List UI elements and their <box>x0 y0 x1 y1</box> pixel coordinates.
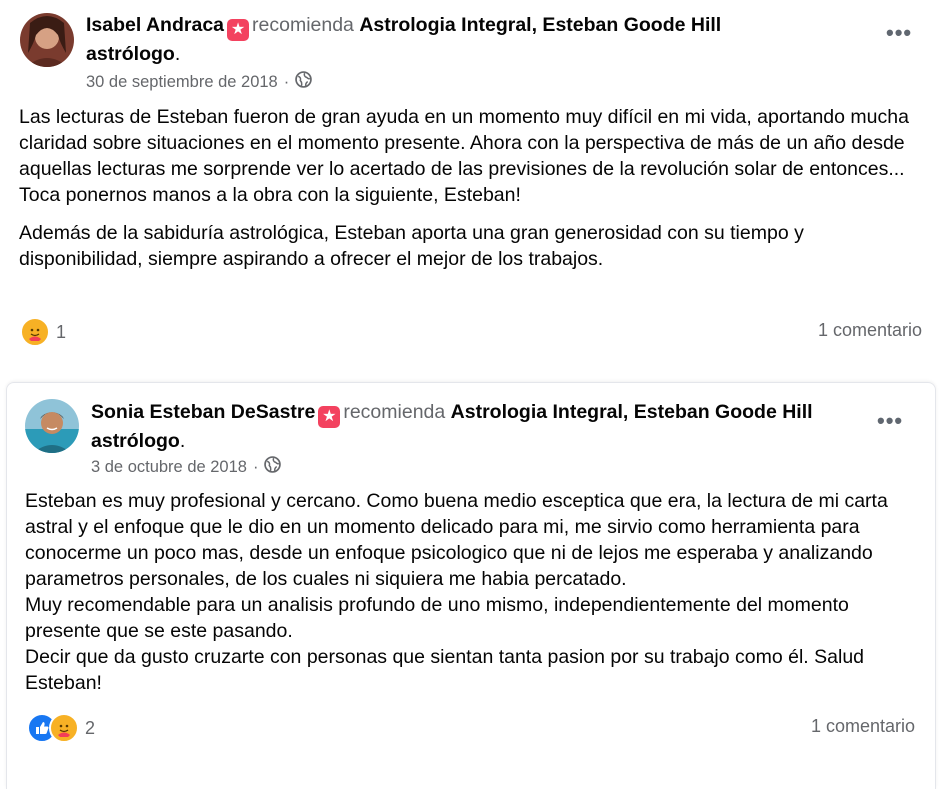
reaction-count: 1 <box>56 321 67 342</box>
globe-icon <box>264 456 281 478</box>
post-meta: 30 de septiembre de 2018 · <box>86 71 312 93</box>
reactions-summary[interactable] <box>27 713 95 743</box>
post-paragraph: Además de la sabiduría astrológica, Esteban aporta una gran generosidad con su tiempo y disponibilidad, siempre aspirando a ofrecer el mejor de los trabajos. <box>19 222 804 270</box>
care-reaction-icon <box>20 317 50 347</box>
post-divider <box>0 372 940 382</box>
post-header: Sonia Esteban DeSastre ★ recomienda Astrologia Integral, Esteban Goode Hill astrólogo. <box>91 401 813 452</box>
reactions-summary[interactable] <box>20 317 66 347</box>
post-date[interactable]: 30 de septiembre de 2018 <box>86 72 278 91</box>
care-reaction-icon <box>49 713 79 743</box>
comments-count[interactable]: 1 comentario <box>817 320 922 340</box>
recommend-star-icon: ★ <box>227 19 249 41</box>
reaction-count: 2 <box>85 717 96 738</box>
more-options-icon[interactable]: ••• <box>877 408 904 433</box>
author-avatar[interactable] <box>20 13 74 67</box>
author-avatar[interactable] <box>25 399 79 453</box>
post-paragraph: Esteban es muy profesional y cercano. Como buena medio esceptica que era, la lectura de mi carta astral y el enfoque que le dio en un momento delicado para mi, me sirvio como herramienta para conocerme un poco mas, desde un enfoque psicologico que ni de lejos me esperaba y analizando parametros personales, de los cuales ni siquiera me habia percatado. Muy recomendable para un analisis profundo de uno mismo, independientemente del momento presente que se este pasando. Decir que da gusto cruzarte con personas que sientan tanta pasion por su trabajo como él. Salud Esteban! <box>25 490 888 694</box>
author-name[interactable]: Sonia Esteban DeSastre <box>91 401 316 423</box>
recommend-verb: recomienda <box>343 401 446 423</box>
post-header: Isabel Andraca ★ recomienda Astrologia Integral, Esteban Goode Hill astrólogo. <box>86 14 722 65</box>
post-meta: 3 de octubre de 2018 · <box>91 456 281 478</box>
post-paragraph: Las lecturas de Esteban fueron de gran ayuda en un momento muy difícil en mi vida, aportando mucha claridad sobre situaciones en el momento presente. Ahora con la perspectiva de más de un año desde aquellas lecturas me sorprende ver lo acertado de las previsiones de la revolución solar de entonces... Toca ponernos manos a la obra con la siguiente, Esteban! <box>19 106 909 206</box>
globe-icon <box>295 71 312 93</box>
recommend-star-icon: ★ <box>318 406 340 428</box>
recommend-verb: recomienda <box>252 14 354 36</box>
author-name[interactable]: Isabel Andraca <box>86 14 225 36</box>
post-body <box>19 104 919 284</box>
page-name[interactable]: Astrologia Integral, Esteban Goode Hill astrólogo <box>91 401 813 452</box>
comments-count[interactable]: 1 comentario <box>810 716 915 736</box>
post-date[interactable]: 3 de octubre de 2018 <box>91 457 247 476</box>
post-body <box>25 488 925 708</box>
page-name[interactable]: Astrologia Integral, Esteban Goode Hill astrólogo <box>86 14 722 65</box>
recommendation-post-2 <box>6 382 936 789</box>
more-options-icon[interactable]: ••• <box>886 20 913 45</box>
recommendation-post-1 <box>0 0 940 372</box>
